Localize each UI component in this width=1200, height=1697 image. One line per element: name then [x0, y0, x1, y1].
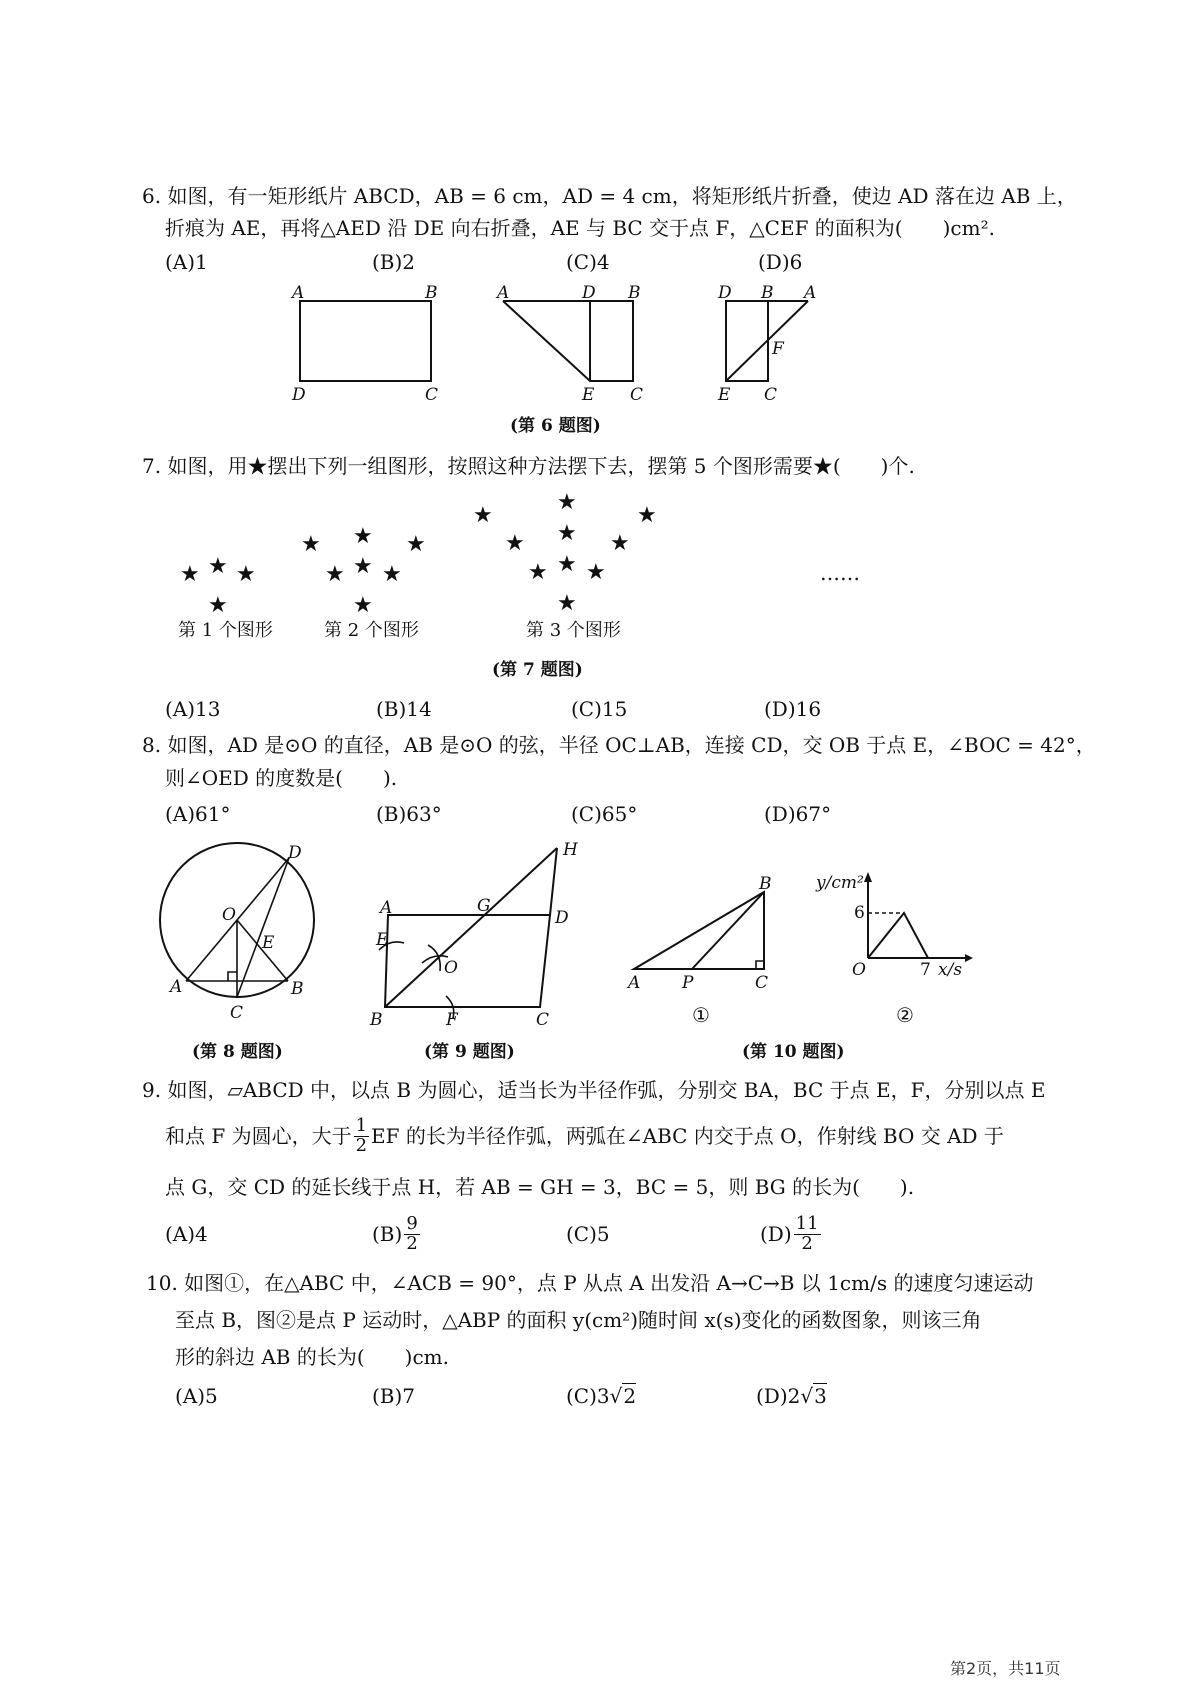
q10-stem-line1: 10. 如图①，在△ABC 中，∠ACB = 90°，点 P 从点 A 出发沿 A→C→B 以 1cm/s 的速度匀速运动 — [146, 1271, 1034, 1295]
q6-option-b: (B)2 — [372, 250, 416, 274]
q9-ray-bh — [385, 848, 557, 1007]
q8-label-e: E — [262, 933, 275, 953]
q6-label-c3: C — [764, 385, 778, 405]
q6-label-d2: D — [582, 283, 596, 303]
q9-option-c: (C)5 — [566, 1222, 610, 1246]
q9-label-d: D — [555, 908, 569, 928]
q9-option-d-num: 11 — [795, 1212, 819, 1234]
q6-option-c: (C)4 — [566, 250, 610, 274]
q7-fig3-star: ★ — [557, 552, 577, 577]
q6-label-d1: D — [292, 385, 306, 405]
q10-caption: (第 10 题图) — [742, 1042, 845, 1062]
q9-option-b-fraction — [404, 1212, 419, 1254]
q7-ellipsis: …… — [820, 561, 860, 585]
q6-label-c2: C — [630, 385, 644, 405]
q10-option-d-radicand: 3 — [814, 1384, 827, 1408]
q9-label-c: C — [536, 1010, 550, 1030]
q6-caption: (第 6 题图) — [510, 416, 601, 436]
q8-caption: (第 8 题图) — [192, 1042, 283, 1062]
q10-option-d-prefix: (D)2 — [756, 1384, 801, 1408]
q8-figure — [150, 840, 330, 1030]
q10-graph-y-arrow — [864, 872, 872, 882]
q9-label-e: E — [376, 930, 389, 950]
q7-fig2-star: ★ — [301, 532, 321, 557]
q6-label-f3: F — [772, 339, 784, 359]
q7-fig3-star: ★ — [557, 490, 577, 515]
q9-stem-line2 — [165, 1112, 1004, 1160]
q7-fig3-star: ★ — [528, 560, 548, 585]
q10-option-d — [756, 1384, 827, 1408]
q6-stem-line1: 6. 如图，有一矩形纸片 ABCD，AB = 6 cm，AD = 4 cm，将矩形纸片折叠，使边 AD 落在边 AB 上， — [142, 184, 1077, 208]
q6-label-b2: B — [628, 283, 641, 303]
q9-option-b — [372, 1210, 422, 1258]
q7-fig3-star: ★ — [473, 503, 493, 528]
q10-label-b: B — [759, 874, 772, 894]
q10-stem-line3: 形的斜边 AB 的长为( )cm. — [175, 1345, 449, 1369]
q7-option-a: (A)13 — [165, 697, 221, 721]
q8-label-c: C — [230, 1003, 244, 1023]
q7-fig2-star: ★ — [353, 554, 373, 579]
q7-fig3-star: ★ — [557, 591, 577, 616]
q9-parallelogram — [385, 915, 550, 1007]
q6-label-b3: B — [761, 283, 774, 303]
q9-fraction-half — [354, 1114, 369, 1156]
page-number-footer: 第2页，共11页 — [950, 1659, 1061, 1678]
q10-graph-ylabel: y/cm² — [816, 873, 864, 893]
q10-option-d-sqrt-sign: √ — [800, 1384, 814, 1408]
q9-option-d-prefix: (D) — [760, 1222, 792, 1246]
q10-triangle-abc — [634, 892, 764, 969]
q10-option-c-radicand: 2 — [623, 1384, 637, 1408]
q8-stem-line2: 则∠OED 的度数是( ). — [165, 766, 398, 790]
q9-label-b: B — [370, 1010, 383, 1030]
q6-stem-line2: 折痕为 AE，再将△AED 沿 DE 向右折叠，AE 与 BC 交于点 F，△CEF 的面积为( )cm². — [165, 216, 995, 240]
q10-graph-xtick: 7 — [920, 960, 931, 980]
q7-fig2-star: ★ — [353, 593, 373, 618]
q6-label-e3: E — [718, 385, 731, 405]
q7-caption: (第 7 题图) — [492, 660, 583, 680]
q6-label-d3: D — [718, 283, 732, 303]
q7-option-c: (C)15 — [571, 697, 628, 721]
q6-figure — [280, 280, 840, 410]
q9-label-o: O — [444, 958, 458, 978]
q8-option-c: (C)65° — [571, 802, 638, 826]
q9-option-b-prefix: (B) — [372, 1222, 403, 1246]
q7-stem: 7. 如图，用★摆出下列一组图形，按照这种方法摆下去，摆第 5 个图形需要★( )个. — [142, 454, 915, 478]
q9-label-g: G — [477, 896, 491, 916]
q7-fig2-star: ★ — [353, 524, 373, 549]
q8-option-d: (D)67° — [764, 802, 832, 826]
q6-option-d: (D)6 — [758, 250, 803, 274]
q9-stem-line2-pre: 和点 F 为圆心，大于 — [165, 1124, 352, 1148]
q8-right-angle-mark — [228, 972, 237, 981]
q7-option-b: (B)14 — [376, 697, 432, 721]
q10-segment-bp — [692, 892, 764, 969]
q9-fraction-den: 2 — [355, 1134, 368, 1156]
q9-figure — [360, 835, 590, 1035]
q10-graph-x-arrow — [965, 954, 973, 962]
q10-option-c — [566, 1384, 636, 1408]
q6-label-e2: E — [582, 385, 595, 405]
q10-label-a: A — [628, 973, 641, 993]
q6-label-b1: B — [425, 283, 438, 303]
q9-stem-line3: 点 G，交 CD 的延长线于点 H，若 AB = GH = 3，BC = 5，则 BG 的长为( ). — [165, 1175, 915, 1199]
q10-graph-origin: O — [852, 960, 866, 980]
q7-fig1-star: ★ — [180, 562, 200, 587]
q8-line-cd — [237, 858, 289, 997]
q10-fig1-marker: ① — [692, 1003, 710, 1027]
q10-graph-line — [868, 913, 928, 958]
q7-fig3-star: ★ — [586, 560, 606, 585]
q9-label-h: H — [563, 840, 578, 860]
q6-fold-shape — [503, 301, 633, 381]
q7-fig1-star: ★ — [208, 554, 228, 579]
q8-label-o: O — [222, 905, 236, 925]
q9-stem-line2-post: EF 的长为半径作弧，两弧在∠ABC 内交于点 O，作射线 BO 交 AD 于 — [371, 1124, 1004, 1148]
q6-strip — [726, 301, 768, 381]
q6-label-a3: A — [804, 283, 817, 303]
q10-figure2 — [810, 868, 980, 1028]
q10-option-c-prefix: (C)3 — [566, 1384, 610, 1408]
q10-option-b: (B)7 — [372, 1384, 416, 1408]
q10-option-a: (A)5 — [175, 1384, 218, 1408]
q9-extension-dh — [550, 848, 557, 915]
q7-fig3-star: ★ — [557, 521, 577, 546]
q7-fig2-star: ★ — [382, 562, 402, 587]
q9-label-a: A — [380, 898, 393, 918]
q8-label-a: A — [170, 977, 183, 997]
q10-graph-xlabel: x/s — [938, 960, 963, 980]
q7-fig2-label: 第 2 个图形 — [324, 620, 419, 641]
q7-fig1-star: ★ — [208, 593, 228, 618]
q8-stem-line1: 8. 如图，AD 是⊙O 的直径，AB 是⊙O 的弦，半径 OC⊥AB，连接 CD，交 OB 于点 E，∠BOC = 42°， — [142, 733, 1096, 757]
q7-fig1-label: 第 1 个图形 — [178, 620, 273, 641]
q10-right-angle-mark — [756, 961, 764, 969]
q9-stem-line1: 9. 如图，▱ABCD 中，以点 B 为圆心，适当长为半径作弧，分别交 BA，BC 于点 E，F，分别以点 E — [142, 1078, 1046, 1102]
q6-option-a: (A)1 — [165, 250, 208, 274]
q9-option-b-num: 9 — [406, 1212, 418, 1234]
q7-fig3-star: ★ — [637, 503, 657, 528]
q7-fig1-star: ★ — [236, 562, 256, 587]
q10-label-c: C — [755, 973, 769, 993]
q9-caption: (第 9 题图) — [424, 1042, 515, 1062]
q9-option-b-den: 2 — [406, 1232, 418, 1254]
q9-option-d — [760, 1210, 823, 1258]
q6-rectangle — [300, 301, 431, 381]
q6-label-a2: A — [497, 283, 510, 303]
q10-fig2-marker: ② — [896, 1003, 914, 1027]
q10-option-c-sqrt-sign: √ — [609, 1384, 623, 1408]
q10-stem-line2: 至点 B，图②是点 P 运动时，△ABP 的面积 y(cm²)随时间 x(s)变化的函数图象，则该三角 — [175, 1308, 982, 1332]
q7-fig3-star: ★ — [610, 531, 630, 556]
q7-option-d: (D)16 — [764, 697, 822, 721]
q7-fig2-star: ★ — [406, 532, 426, 557]
q6-label-a1: A — [292, 283, 305, 303]
q7-fig3-label: 第 3 个图形 — [526, 620, 621, 641]
q9-option-d-fraction — [794, 1212, 821, 1254]
q8-label-b: B — [291, 979, 304, 999]
q10-label-p: P — [682, 973, 694, 993]
q9-fraction-num: 1 — [355, 1114, 368, 1136]
q6-label-c1: C — [425, 385, 439, 405]
q9-label-f: F — [446, 1010, 458, 1030]
q8-option-a: (A)61° — [165, 802, 231, 826]
q8-option-b: (B)63° — [376, 802, 442, 826]
q7-fig2-star: ★ — [325, 562, 345, 587]
q8-label-d: D — [288, 843, 302, 863]
q10-graph-ytick: 6 — [854, 903, 865, 923]
q7-fig3-star: ★ — [505, 531, 525, 556]
q10-figure1 — [620, 870, 780, 1030]
q9-option-d-den: 2 — [801, 1232, 813, 1254]
q9-option-a: (A)4 — [165, 1222, 208, 1246]
